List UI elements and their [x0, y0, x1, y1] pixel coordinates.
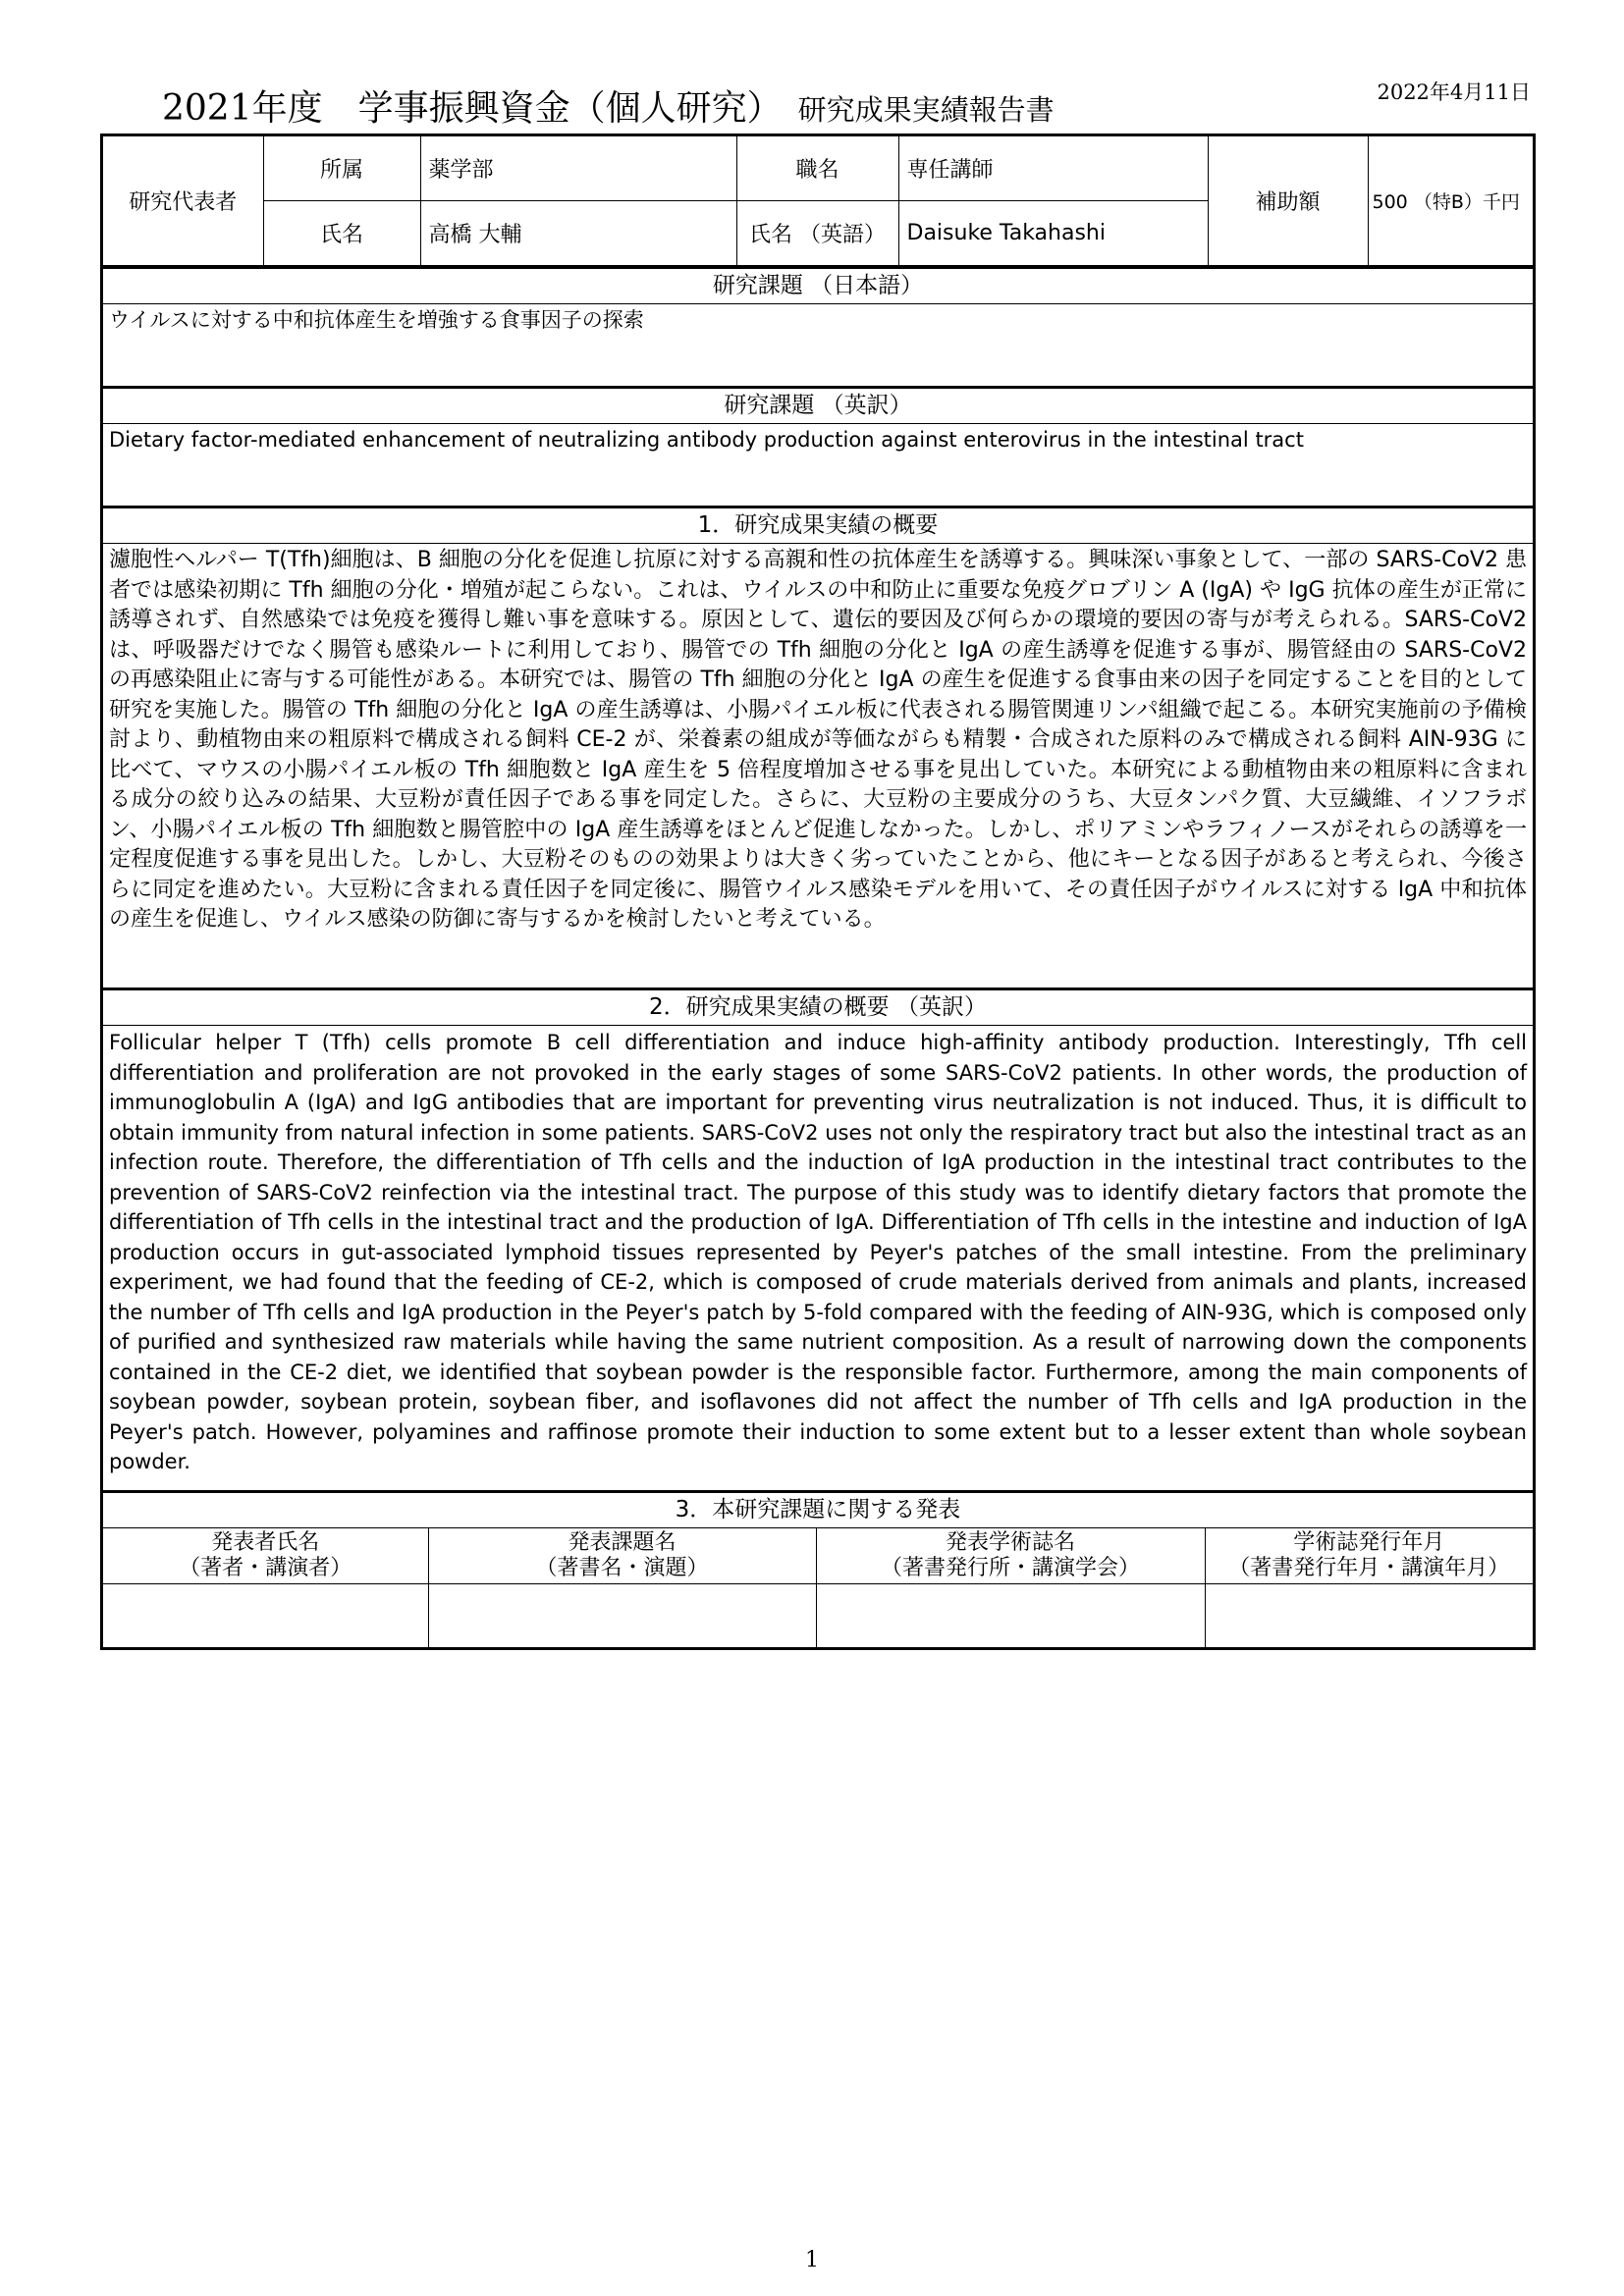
summary-jp-heading: 1．研究成果実績の概要	[103, 506, 1533, 544]
pub-cell-empty	[103, 1584, 428, 1648]
pub-col-date-sub: （著書発行年月・講演年月）	[1228, 1556, 1510, 1580]
topic-jp-text: ウイルスに対する中和抗体産生を増強する食事因子の探索	[109, 308, 644, 332]
pub-cell-empty	[816, 1584, 1205, 1648]
publications-table	[103, 1528, 1533, 1647]
report-title-main: 2021年度 学事振興資金（個人研究）	[162, 88, 783, 129]
grant-label: 補助額	[1208, 136, 1368, 266]
report-title	[162, 80, 1055, 131]
summary-en-heading: 2．研究成果実績の概要 （英訳）	[103, 988, 1533, 1026]
name-label: 氏名	[263, 201, 420, 266]
pub-col-authors-sub: （著者・講演者）	[179, 1556, 352, 1580]
summary-jp-text: 濾胞性ヘルパー T(Tfh)細胞は、B 細胞の分化を促進し抗原に対する高親和性の抗体産生を誘導する。興味深い事象として、一部の SARS-CoV2 患者では感染初期に Tfh 細胞の分化・増殖が起こらない。これは、ウイルスの中和防止に重要な免疫グロブリン A (IgA) や IgG 抗体の産生が正常に誘導されず、自然感染では免疫を獲得し難い事を意味する。原因として、遺伝的要因及び何らかの環境的要因の寄与が考えられる。SARS-CoV2 は、呼吸器だけでなく腸管も感染ルートに利用しており、腸管での Tfh 細胞の分化と IgA の産生誘導を促進する事が、腸管経由の SARS-CoV2 の再感染阻止に寄与する可能性がある。本研究では、腸管の Tfh 細胞の分化と IgA の産生を促進する食事由来の因子を同定することを目的として研究を実施した。腸管の Tfh 細胞の分化と IgA の産生誘導は、小腸パイエル板に代表される腸管関連リンパ組織で起こる。本研究実施前の予備検討より、動植物由来の粗原料で構成される飼料 CE-2 が、栄養素の組成が等価ながらも精製・合成された原料のみで構成される飼料 AIN-93G に比べて、マウスの小腸パイエル板の Tfh 細胞数と IgA 産生を 5 倍程度増加させる事を見出していた。本研究による動植物由来の粗原料に含まれる成分の絞り込みの結果、大豆粉が責任因子である事を同定した。さらに、大豆粉の主要成分のうち、大豆タンパク質、大豆繊維、イソフラボン、小腸パイエル板の Tfh 細胞数と腸管腔中の IgA 産生誘導をほとんど促進しなかった。しかし、ポリアミンやラフィノースがそれらの誘導を一定程度促進する事を見出した。しかし、大豆粉そのものの効果よりは大きく劣っていたことから、他にキーとなる因子があると考えられ、今後さらに同定を進めたい。大豆粉に含まれる責任因子を同定後に、腸管ウイルス感染モデルを用いて、その責任因子がウイルスに対する IgA 中和抗体の産生を促進し、ウイルス感染の防御に寄与するかを検討したいと考えている。	[109, 548, 1527, 932]
pub-cell-empty	[1205, 1584, 1533, 1648]
report-date: 2022年4月11日	[1377, 80, 1531, 104]
report-form	[100, 133, 1536, 1650]
pub-col-authors	[103, 1528, 428, 1584]
topic-en-text: Dietary factor-mediated enhancement of neutralizing antibody production against enterovirus in the intestinal tract	[109, 428, 1304, 452]
name-en-label: 氏名 （英語）	[736, 201, 898, 266]
summary-en-text: Follicular helper T (Tfh) cells promote B cell differentiation and induce high-affinity antibody production. Interestingly, Tfh cell differentiation and proliferation are not provoked in the early stages of some SARS-CoV2 patients. In other words, the production of immunoglobulin A (IgA) and IgG antibodies that are important for preventing virus neutralization is not induced. Thus, it is difficult to obtain immunity from natural infection in some patients. SARS-CoV2 uses not only the respiratory tract but also the intestinal tract as an infection route. Therefore, the differentiation of Tfh cells and the induction of IgA production in the intestinal tract contributes to the prevention of SARS-CoV2 reinfection via the intestinal tract. The purpose of this study was to identify dietary factors that promote the differentiation of Tfh cells in the intestinal tract and the production of IgA. Differentiation of Tfh cells in the intestine and induction of IgA production occurs in gut-associated lymphoid tissues represented by Peyer's patches of the small intestine. From the preliminary experiment, we had found that the feeding of CE-2, which is composed of crude materials derived from animals and plants, increased the number of Tfh cells and IgA production in the Peyer's patch by 5-fold compared with the feeding of AIN-93G, which is composed only of purified and synthesized raw materials while having the same nutrient composition. As a result of narrowing down the components contained in the CE-2 diet, we identified that soybean powder is the responsible factor. Furthermore, among the main components of soybean powder, soybean protein, soybean fiber, and isoflavones did not affect the number of Tfh cells and IgA production in the Peyer's patch. However, polyamines and raffinose promote their induction to some extent but to a lesser extent than whole soybean powder.	[109, 1031, 1527, 1473]
publications-heading: 3．本研究課題に関する発表	[103, 1490, 1533, 1528]
pub-col-title	[428, 1528, 816, 1584]
position-label: 職名	[736, 136, 898, 201]
pub-cell-empty	[428, 1584, 816, 1648]
pub-col-title-sub: （著書名・演題）	[535, 1556, 709, 1580]
report-title-sub: 研究成果実績報告書	[797, 93, 1055, 127]
position-value: 専任講師	[898, 136, 1208, 201]
name-value: 高橋 大輔	[420, 201, 736, 266]
pub-col-authors-title: 発表者氏名	[211, 1530, 320, 1555]
pub-col-title-title: 発表課題名	[568, 1530, 677, 1555]
representative-label: 研究代表者	[103, 136, 263, 266]
name-en-value: Daisuke Takahashi	[898, 201, 1208, 266]
affiliation-value: 薬学部	[420, 136, 736, 201]
pub-col-journal	[816, 1528, 1205, 1584]
pub-col-date-title: 学術誌発行年月	[1293, 1530, 1445, 1555]
topic-jp-heading: 研究課題 （日本語）	[103, 266, 1533, 304]
grant-type: （特B）千円	[1413, 191, 1520, 213]
info-table	[103, 136, 1533, 266]
pub-col-journal-sub: （著書発行所・講演学会）	[880, 1556, 1140, 1580]
pub-col-date	[1205, 1528, 1533, 1584]
page-number: 1	[805, 2248, 819, 2272]
grant-amount: 500	[1372, 191, 1408, 213]
pub-col-journal-title: 発表学術誌名	[945, 1530, 1075, 1555]
affiliation-label: 所属	[263, 136, 420, 201]
grant-value	[1368, 136, 1533, 266]
topic-en-heading: 研究課題 （英訳）	[103, 386, 1533, 424]
